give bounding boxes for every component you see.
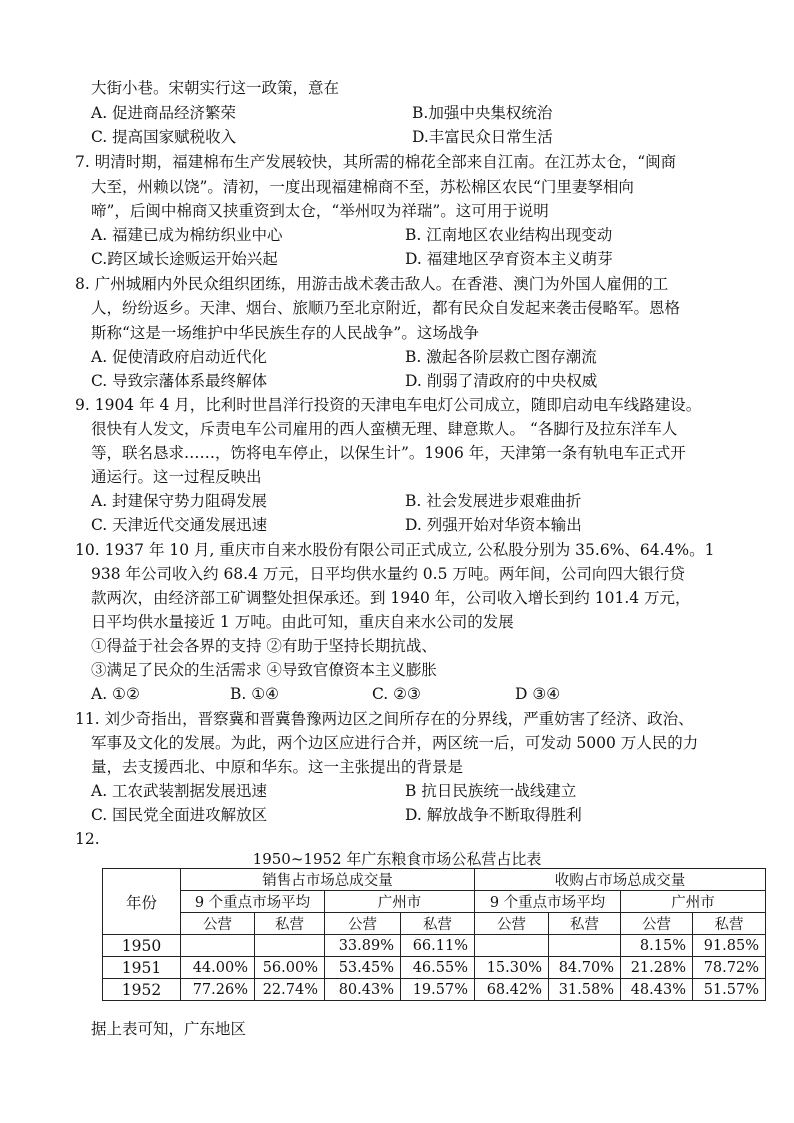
q7-option-b: B. 江南地区农业结构出现变动 [405, 226, 613, 244]
table-cell [181, 935, 255, 957]
q7-option-a: A. 福建已成为棉纺织业中心 [91, 226, 283, 244]
table-row [103, 979, 766, 1001]
private-header: 私营 [549, 913, 621, 935]
table-cell: 66.11% [401, 935, 475, 957]
sales-gz-header: 广州市 [325, 891, 475, 913]
public-header: 公营 [621, 913, 693, 935]
table-cell: 84.70% [549, 957, 621, 979]
q6-option-a: A. 促进商品经济繁荣 [91, 104, 237, 122]
table-cell: 91.85% [693, 935, 766, 957]
q10-option-c: C. ②③ [372, 685, 421, 703]
q8-stem-line-2: 人，纷纷返乡。天津、烟台、旅顺乃至北京附近，都有民众自发起来袭击侵略军。恩格 [91, 299, 681, 317]
q11-stem-line-1: 11. 刘少奇指出，晋察冀和晋冀鲁豫两边区之间所存在的分界线，严重妨害了经济、政治、 [75, 710, 694, 728]
q8-option-c: C. 导致宗藩体系最终解体 [91, 372, 268, 390]
q10-option-d: D ③④ [515, 685, 561, 703]
q10-item-line-2: ③满足了民众的生活需求 ④导致官僚资本主义膨胀 [91, 661, 437, 679]
q10-stem-line-2: 938 年公司收入约 68.4 万元，日平均供水量约 0.5 万吨。两年间，公司向四大银行贷 [91, 565, 685, 583]
table-cell: 33.89% [325, 935, 401, 957]
q11-option-a: A. 工农武装割据发展迅速 [91, 782, 268, 800]
q8-option-a: A. 促使清政府启动近代化 [91, 348, 268, 366]
q8-stem-line-3: 斯称“这是一场维护中华民族生存的人民战争”。这场战争 [91, 324, 479, 342]
table-cell: 46.55% [401, 957, 475, 979]
public-header: 公营 [181, 913, 255, 935]
purchase-group-header: 收购占市场总成交量 [475, 869, 766, 891]
table-cell: 19.57% [401, 979, 475, 1001]
q10-stem-line-3: 款两次，由经济部工矿调整处担保承还。到 1940 年，公司收入增长到约 101.4 万元， [91, 589, 691, 607]
q9-stem-line-4: 通运行。这一过程反映出 [91, 468, 262, 486]
q11-option-d: D. 解放战争不断取得胜利 [405, 806, 582, 824]
q7-option-d: D. 福建地区孕育资本主义萌芽 [405, 250, 613, 268]
q10-stem-line-4: 日平均供水量接近 1 万吨。由此可知，重庆自来水公司的发展 [91, 613, 514, 631]
table-cell: 15.30% [475, 957, 549, 979]
q8-option-d: D. 削弱了清政府的中央权威 [405, 372, 598, 390]
q7-stem-line-3: 啼”，后闽中棉商又挟重资到太仓，“举州叹为祥瑞”。这可用于说明 [91, 202, 549, 220]
purchase-avg-header: 9 个重点市场平均 [475, 891, 621, 913]
q11-stem-line-3: 量，去支援西北、中原和华东。这一主张提出的背景是 [91, 758, 464, 776]
q9-option-c: C. 天津近代交通发展迅速 [91, 516, 268, 534]
q9-option-d: D. 列强开始对华资本输出 [405, 516, 582, 534]
table-cell: 53.45% [325, 957, 401, 979]
table-cell: 78.72% [693, 957, 766, 979]
q7-stem-line-2: 大至，州赖以饶”。清初，一度出现福建棉商不至，苏松棉区农民“门里妻孥相向 [91, 178, 634, 196]
q12-table-caption: 1950~1952 年广东粮食市场公私营占比表 [252, 850, 542, 868]
table-cell [549, 935, 621, 957]
q6-option-c: C. 提高国家赋税收入 [91, 128, 237, 146]
table-cell: 21.28% [621, 957, 693, 979]
q11-option-b: B 抗日民族统一战线建立 [405, 782, 577, 800]
table-cell: 8.15% [621, 935, 693, 957]
private-header: 私营 [255, 913, 325, 935]
q12-number: 12. [75, 830, 100, 848]
table-cell [475, 935, 549, 957]
q11-option-c: C. 国民党全面进攻解放区 [91, 806, 268, 824]
q9-option-a: A. 封建保守势力阻碍发展 [91, 492, 268, 510]
table-cell: 77.26% [181, 979, 255, 1001]
q9-stem-line-2: 很快有人发文，斥责电车公司雇用的西人蛮横无理、肆意欺人。 “各脚行及拉东洋车人 [91, 420, 678, 438]
table-row [103, 935, 766, 957]
private-header: 私营 [401, 913, 475, 935]
q6-option-d: D.丰富民众日常生活 [412, 128, 553, 146]
purchase-gz-header: 广州市 [621, 891, 766, 913]
table-cell: 80.43% [325, 979, 401, 1001]
q10-option-a: A. ①② [91, 685, 140, 703]
table-row [103, 957, 766, 979]
q10-item-line-1: ①得益于社会各界的支持 ②有助于坚持长期抗战、 [91, 637, 437, 655]
sales-group-header: 销售占市场总成交量 [181, 869, 475, 891]
q10-option-b: B. ①④ [230, 685, 280, 703]
row-year: 1952 [103, 979, 181, 1001]
q12-stem: 据上表可知，广东地区 [91, 1020, 247, 1038]
table-cell: 51.57% [693, 979, 766, 1001]
table-cell: 68.42% [475, 979, 549, 1001]
table-cell: 56.00% [255, 957, 325, 979]
q8-option-b: B. 激起各阶层救亡图存潮流 [405, 348, 597, 366]
q7-option-c: C.跨区域长途贩运开始兴起 [91, 250, 278, 268]
row-year: 1950 [103, 935, 181, 957]
q11-stem-line-2: 军事及文化的发展。为此，两个边区应进行合并，两区统一后，可发动 5000 万人民的力 [91, 734, 699, 752]
q9-stem-line-3: 等，联名恳求……，饬将电车停止，以保生计”。1906 年，天津第一条有轨电车正式开 [91, 444, 686, 462]
q9-option-b: B. 社会发展进步艰难曲折 [405, 492, 582, 510]
row-year: 1951 [103, 957, 181, 979]
table-cell: 31.58% [549, 979, 621, 1001]
private-header: 私营 [693, 913, 766, 935]
table-cell: 44.00% [181, 957, 255, 979]
table-cell [255, 935, 325, 957]
public-header: 公营 [475, 913, 549, 935]
q7-stem-line-1: 7. 明清时期，福建棉布生产发展较快，其所需的棉花全部来自江南。在江苏太仓，“闽商 [75, 153, 677, 171]
q8-stem-line-1: 8. 广州城厢内外民众组织团练，用游击战术袭击敌人。在香港、澳门为外国人雇佣的工 [75, 275, 669, 293]
table-cell: 48.43% [621, 979, 693, 1001]
grain-market-table [102, 868, 766, 1001]
q10-stem-line-1: 10. 1937 年 10 月, 重庆市自来水股份有限公司正式成立, 公私股分别为 35.6%、64.4%。1 [75, 541, 715, 559]
q6-option-b: B.加强中央集权统治 [412, 104, 553, 122]
q6-stem-tail: 大街小巷。宋朝实行这一政策，意在 [91, 79, 340, 97]
year-header: 年份 [103, 869, 181, 935]
q9-stem-line-1: 9. 1904 年 4 月，比利时世昌洋行投资的天津电车电灯公司成立，随即启动电车线路建设。 [75, 396, 702, 414]
sales-avg-header: 9 个重点市场平均 [181, 891, 325, 913]
table-cell: 22.74% [255, 979, 325, 1001]
public-header: 公营 [325, 913, 401, 935]
